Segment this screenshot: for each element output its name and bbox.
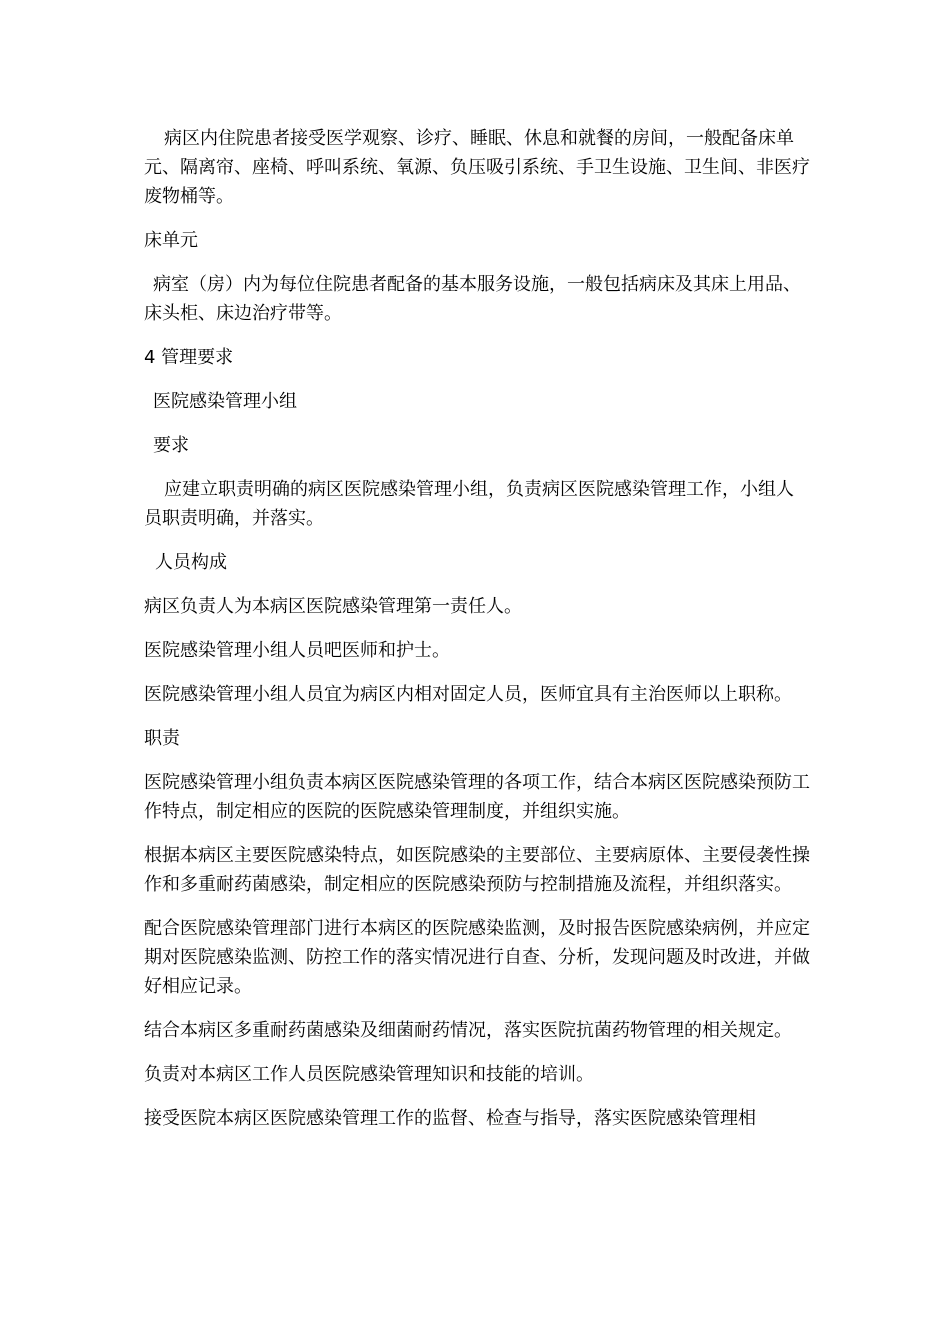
subsection-heading-duties: 职责	[144, 728, 180, 749]
paragraph-duty-6: 接受医院本病区医院感染管理工作的监督、检查与指导，落实医院感染管理相	[144, 1108, 756, 1129]
paragraph-requirements: 应建立职责明确的病区医院感染管理小组，负责病区医院感染管理工作，小组人员职责明确，并落实。	[144, 479, 794, 529]
paragraph-ward-room-definition: 病区内住院患者接受医学观察、诊疗、睡眠、休息和就餐的房间，一般配备床单元、隔离帘、座椅、呼叫系统、氧源、负压吸引系统、手卫生设施、卫生间、非医疗废物桶等。	[144, 128, 810, 207]
document-body	[144, 124, 810, 1148]
paragraph-duty-3: 配合医院感染管理部门进行本病区的医院感染监测，及时报告医院感染病例，并应定期对医院感染监测、防控工作的落实情况进行自查、分析，发现问题及时改进，并做好相应记录。	[144, 918, 810, 997]
paragraph-duty-1: 医院感染管理小组负责本病区医院感染管理的各项工作，结合本病区医院感染预防工作特点，制定相应的医院的医院感染管理制度，并组织实施。	[144, 772, 810, 822]
paragraph-staff-2: 医院感染管理小组人员吧医师和护士。	[144, 640, 450, 661]
paragraph-staff-3: 医院感染管理小组人员宜为病区内相对固定人员，医师宜具有主治医师以上职称。	[144, 684, 792, 705]
section-heading-management-requirements: 4 管理要求	[144, 347, 234, 368]
paragraph-duty-4: 结合本病区多重耐药菌感染及细菌耐药情况，落实医院抗菌药物管理的相关规定。	[144, 1020, 792, 1041]
term-bed-unit: 床单元	[144, 230, 198, 251]
subsection-heading-staff-composition: 人员构成	[155, 552, 227, 573]
paragraph-staff-1: 病区负责人为本病区医院感染管理第一责任人。	[144, 596, 522, 617]
paragraph-bed-unit-definition: 病室（房）内为每位住院患者配备的基本服务设施，一般包括病床及其床上用品、床头柜、床边治疗带等。	[144, 274, 801, 324]
paragraph-duty-2: 根据本病区主要医院感染特点，如医院感染的主要部位、主要病原体、主要侵袭性操作和多重耐药菌感染，制定相应的医院感染预防与控制措施及流程，并组织落实。	[144, 845, 810, 895]
paragraph-duty-5: 负责对本病区工作人员医院感染管理知识和技能的培训。	[144, 1064, 594, 1085]
subsection-heading-infection-control-group: 医院感染管理小组	[153, 391, 297, 412]
subsection-heading-requirements: 要求	[153, 435, 189, 456]
